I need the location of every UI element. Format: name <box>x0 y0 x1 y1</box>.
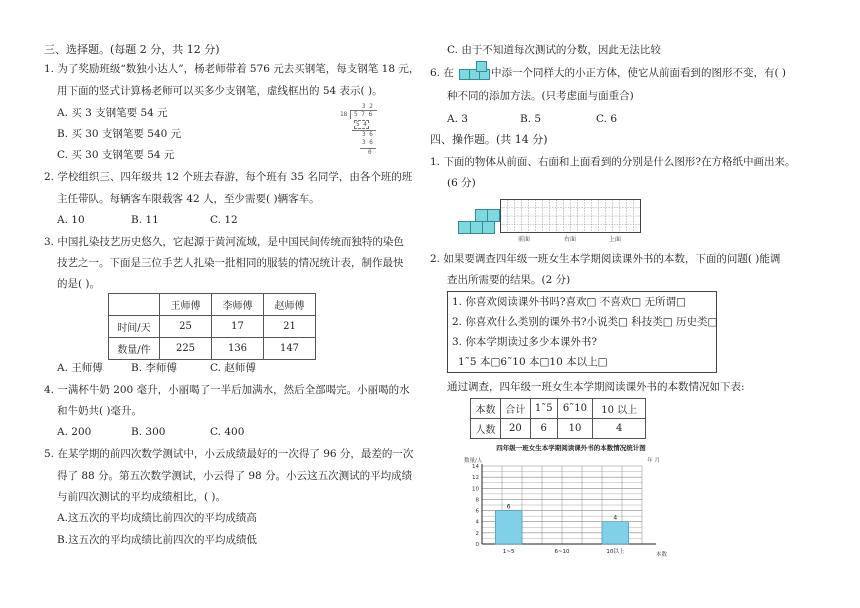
view-label-top: 上面 <box>608 236 622 243</box>
chart-value-label: 6 <box>506 503 511 511</box>
survey-question-1: 1. 你喜欢阅读课外书吗?喜欢□ 不喜欢□ 无所谓□ <box>452 296 686 308</box>
chart-value-label: 4 <box>613 514 618 522</box>
chart-y-label: 数量/人 <box>464 458 483 464</box>
q3-line3: 的是( )。 <box>57 278 101 290</box>
reading-header-6-10: 6˜10 <box>557 399 593 419</box>
chart-title: 四年级一班女生本学期阅读课外书的本数情况统计图 <box>496 444 646 452</box>
artisan-header-blank <box>109 294 160 316</box>
division-dividend: 5 7 6 <box>354 111 373 118</box>
artisan-time-li: 17 <box>212 316 264 338</box>
survey-question-2: 2. 你喜欢什么类别的课外书?小说类□ 科技类□ 历史类□ <box>452 316 718 328</box>
q5-line2: 得了 88 分。第五次数学测试，小云得了 98 分。小云这五次测试的平均成绩 <box>57 470 413 482</box>
op2-line1: 2. 如果要调查四年级一班女生本学期阅读课外书的本数，下面的问题( )能调 <box>430 253 781 265</box>
q3-line2: 技艺之一。下面是三位手艺人扎染一批相同的服装的情况统计表，制作最快 <box>57 257 404 269</box>
survey-intro: 通过调查，四年级一班女生本学期阅读课外书的本数情况如下表: <box>447 381 745 393</box>
division-step-2: 3 6 <box>362 131 373 138</box>
view-label-front: 前面 <box>517 236 531 243</box>
q6-option-a: A. 3 <box>447 113 468 125</box>
chart-date-label: 年 月 <box>647 458 660 464</box>
q6-number: 6. 在 <box>430 67 454 79</box>
q6-option-c: C. 6 <box>596 113 618 125</box>
artisan-count-zhao: 147 <box>264 338 316 360</box>
grid-lines <box>501 200 641 233</box>
chart-x-label: 本数 <box>656 552 668 558</box>
chart-y-tick: 12 <box>472 475 479 482</box>
section-3-title: 三、选择题。(每题 2 分，共 12 分) <box>44 43 220 56</box>
q1-option-c: C. 买 30 支钢笔要 54 元 <box>57 149 175 161</box>
q2-option-c: C. 12 <box>210 214 238 226</box>
op1-cube-figure <box>458 205 500 235</box>
op2-line2: 查出所需要的结果。(2 分) <box>447 274 571 286</box>
op1-grid-paper <box>500 199 642 243</box>
q1-option-a: A. 买 3 支钢笔要 54 元 <box>57 107 168 119</box>
reading-count-1-5: 6 <box>530 419 557 439</box>
q5-option-a: A.这五次的平均成绩比前四次的平均成绩高 <box>57 512 257 524</box>
q3-option-a: A. 王师傅 <box>57 362 103 374</box>
op1-line2: (6 分) <box>447 177 476 189</box>
chart-y-tick: 10 <box>472 486 479 493</box>
reading-bar-chart <box>460 442 682 560</box>
artisan-table <box>108 293 316 360</box>
reading-header-1-5: 1˜5 <box>530 399 557 419</box>
survey-question-3-options: 1˜5 本□6˜10 本□10 本以上□ <box>458 356 608 368</box>
q6-line1: 中添一个同样大的小正方体，使它从前面看到的图形不变，有( ) <box>491 67 787 79</box>
artisan-count-li: 136 <box>212 338 264 360</box>
q1-line2: 用下面的竖式计算杨老师可以买多少支钢笔，虚线框出的 54 表示( )。 <box>57 85 383 97</box>
artisan-count-wang: 225 <box>160 338 212 360</box>
q1-line1: 1. 为了奖励班级“数独小达人”，杨老师带着 576 元去买钢笔，每支钢笔 18 元， <box>44 63 420 75</box>
division-step-3: 3 6 <box>362 139 373 146</box>
chart-y-tick: 2 <box>475 530 479 537</box>
q4-option-a: A. 200 <box>57 426 92 438</box>
view-label-right: 右面 <box>563 236 577 243</box>
division-step-1: 5 4 <box>356 121 367 128</box>
q5-line1: 5. 在某学期的前四次数学测试中，小云成绩最好的一次得了 96 分，最差的一次 <box>44 448 414 460</box>
section-4-title: 四、操作题。(共 14 分) <box>430 133 548 146</box>
chart-category-label: 10以上 <box>606 549 625 555</box>
op1-cube-3 <box>482 221 495 234</box>
q2-line1: 2. 学校组织三、四年级共 12 个班去春游，每个班有 35 名同学，由各个班的班 <box>44 171 413 183</box>
division-remainder: 0 <box>368 149 372 156</box>
artisan-header-li: 李师傅 <box>212 294 264 316</box>
chart-y-tick: 14 <box>472 464 479 470</box>
division-quotient: 3 2 <box>362 103 373 110</box>
artisan-time-zhao: 21 <box>264 316 316 338</box>
q1-option-b: B. 买 30 支钢笔要 540 元 <box>57 128 182 140</box>
op1-cube-5 <box>487 209 500 222</box>
reading-count-6-10: 10 <box>557 419 593 439</box>
chart-y-tick: 4 <box>475 519 479 526</box>
reading-header-total: 合计 <box>500 399 530 419</box>
q4-option-c: C. 400 <box>210 426 245 438</box>
survey-question-3: 3. 你本学期读过多少本课外书? <box>452 336 597 348</box>
artisan-row-time-label: 时间/天 <box>109 316 160 338</box>
reading-header-10-plus: 10 以上 <box>593 399 646 419</box>
reading-count-label: 人数 <box>471 419 501 439</box>
op1-line1: 1. 下面的物体从前面、右面和上面看到的分别是什么图形?在方格纸中画出来。 <box>430 156 796 168</box>
artisan-time-wang: 25 <box>160 316 212 338</box>
reading-count-total: 20 <box>500 419 530 439</box>
q4-line2: 和牛奶共( )毫升。 <box>57 405 143 417</box>
reading-header-label: 本数 <box>471 399 501 419</box>
chart-category-label: 1~5 <box>502 549 515 555</box>
q5-option-c: C. 由于不知道每次测试的分数，因此无法比较 <box>447 44 661 56</box>
q6-option-b: B. 5 <box>520 113 542 125</box>
division-divisor: 18 <box>340 111 348 118</box>
q2-option-b: B. 11 <box>131 214 159 226</box>
q4-line1: 4. 一满杯牛奶 200 毫升，小丽喝了一半后加满水，然后全部喝完。小丽喝的水 <box>44 384 410 396</box>
chart-category-label: 6~10 <box>554 549 570 555</box>
long-division-figure <box>340 103 390 161</box>
q4-option-b: B. 300 <box>131 426 166 438</box>
chart-y-tick: 6 <box>475 508 479 515</box>
chart-bar <box>495 511 522 544</box>
q6-cube-4 <box>476 61 487 72</box>
artisan-header-zhao: 赵师傅 <box>264 294 316 316</box>
q2-line2: 主任带队。每辆客车限载客 42 人，至少需要( )辆客车。 <box>57 193 320 205</box>
artisan-row-count-label: 数量/件 <box>109 338 160 360</box>
q2-option-a: A. 10 <box>57 214 85 226</box>
q5-line3: 与前四次测试的平均成绩相比，( )。 <box>57 491 227 503</box>
q5-option-b: B.这五次的平均成绩比前四次的平均成绩低 <box>57 534 258 546</box>
reading-count-10-plus: 4 <box>593 419 646 439</box>
q3-option-b: B. 李师傅 <box>131 362 177 374</box>
q6-cube-figure <box>459 61 489 79</box>
q3-line1: 3. 中国扎染技艺历史悠久，它起源于黄河流域，是中国民间传统而独特的染色 <box>44 236 404 248</box>
chart-bar <box>602 522 629 544</box>
chart-y-tick: 0 <box>475 542 479 548</box>
q3-option-c: C. 赵师傅 <box>210 362 256 374</box>
q6-line2: 种不同的添加方法。(只考虑面与面重合) <box>447 90 634 102</box>
artisan-header-wang: 王师傅 <box>160 294 212 316</box>
chart-y-tick: 8 <box>475 497 479 504</box>
reading-table <box>470 398 646 439</box>
